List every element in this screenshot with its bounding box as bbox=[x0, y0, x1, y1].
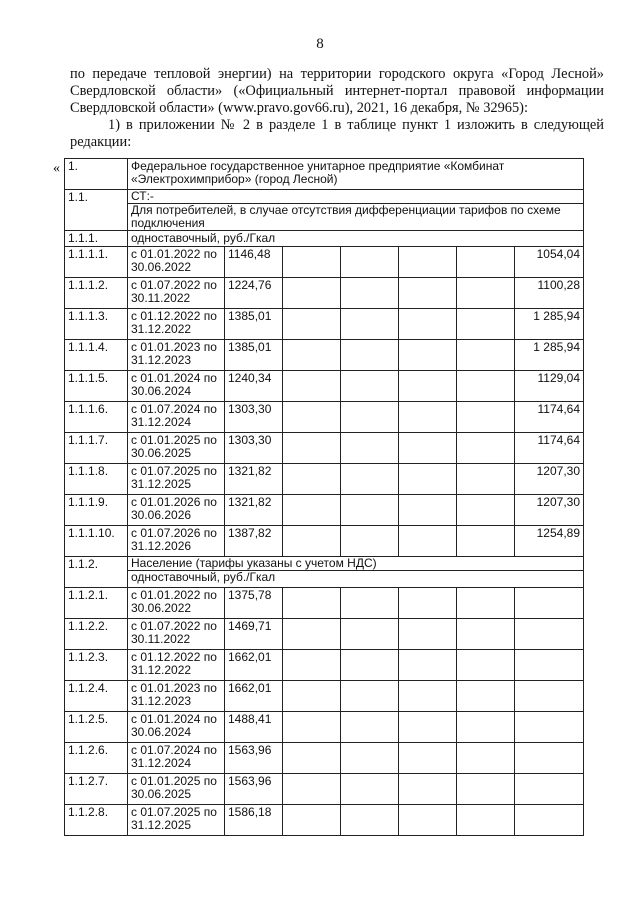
page-number: 8 bbox=[316, 36, 324, 52]
tariff-value: 1387,82 bbox=[225, 526, 283, 557]
empty-cell bbox=[457, 464, 515, 495]
period-cell: с 01.07.2026 по 31.12.2026 bbox=[128, 526, 225, 557]
row-number: 1.1.1.9. bbox=[65, 495, 128, 526]
table-row bbox=[65, 805, 584, 836]
tariff-value-last: 1254,89 bbox=[515, 526, 584, 557]
empty-cell bbox=[341, 619, 399, 650]
table-row bbox=[65, 159, 584, 190]
group-title-cell bbox=[128, 190, 584, 231]
empty-cell bbox=[283, 619, 341, 650]
empty-cell bbox=[341, 526, 399, 557]
organization-name: Федеральное государственное унитарное предприятие «Комбинат «Электрохимприбор» (город Лесной) bbox=[128, 159, 584, 190]
row-number: 1.1.2.6. bbox=[65, 743, 128, 774]
empty-cell bbox=[341, 712, 399, 743]
tariff-value: 1563,96 bbox=[225, 774, 283, 805]
row-number: 1.1.2.1. bbox=[65, 588, 128, 619]
intro-paragraph bbox=[70, 66, 604, 151]
tariff-value-last: 1 285,94 bbox=[515, 309, 584, 340]
group-subtitle: Для потребителей, в случае отсутствия дифференциации тарифов по схеме подключения bbox=[131, 203, 561, 230]
tariff-value: 1469,71 bbox=[225, 619, 283, 650]
row-number: 1.1.1.6. bbox=[65, 402, 128, 433]
empty-cell bbox=[399, 588, 457, 619]
empty-cell bbox=[283, 495, 341, 526]
empty-cell bbox=[399, 278, 457, 309]
row-number: 1.1.1.3. bbox=[65, 309, 128, 340]
intro-line: по передаче тепловой энергии) на территории городского округа «Город Лесной» bbox=[70, 66, 604, 82]
period-cell: с 01.01.2025 по 30.06.2025 bbox=[128, 774, 225, 805]
empty-cell bbox=[399, 309, 457, 340]
empty-cell bbox=[283, 247, 341, 278]
tariff-table bbox=[64, 158, 584, 836]
empty-cell bbox=[399, 712, 457, 743]
table-row bbox=[65, 231, 584, 247]
row-number: 1.1.1. bbox=[65, 231, 128, 247]
period-cell: с 01.07.2024 по 31.12.2024 bbox=[128, 402, 225, 433]
table-row bbox=[65, 774, 584, 805]
table-row bbox=[65, 309, 584, 340]
group-title-cell bbox=[128, 557, 584, 588]
empty-cell bbox=[457, 774, 515, 805]
empty-cell bbox=[283, 309, 341, 340]
row-number: 1.1.1.5. bbox=[65, 371, 128, 402]
table-row bbox=[65, 681, 584, 712]
empty-cell bbox=[283, 774, 341, 805]
empty-cell bbox=[341, 402, 399, 433]
empty-cell bbox=[341, 588, 399, 619]
empty-cell bbox=[341, 805, 399, 836]
table-row bbox=[65, 340, 584, 371]
empty-cell bbox=[515, 588, 584, 619]
empty-cell bbox=[283, 278, 341, 309]
group-subtitle: одноставочный, руб./Гкал bbox=[131, 570, 276, 584]
row-number: 1. bbox=[65, 159, 128, 190]
table-row bbox=[65, 712, 584, 743]
empty-cell bbox=[283, 433, 341, 464]
row-number: 1.1.2.4. bbox=[65, 681, 128, 712]
tariff-value: 1303,30 bbox=[225, 402, 283, 433]
row-number: 1.1.2.2. bbox=[65, 619, 128, 650]
empty-cell bbox=[515, 743, 584, 774]
empty-cell bbox=[399, 433, 457, 464]
empty-cell bbox=[399, 247, 457, 278]
tariff-value: 1375,78 bbox=[225, 588, 283, 619]
tariff-value-last: 1100,28 bbox=[515, 278, 584, 309]
period-cell: с 01.12.2022 по 31.12.2022 bbox=[128, 309, 225, 340]
intro-line: 1) в приложении № 2 в разделе 1 в таблице пункт 1 изложить в следующей bbox=[108, 117, 604, 133]
period-cell: с 01.07.2024 по 31.12.2024 bbox=[128, 743, 225, 774]
table-row bbox=[65, 278, 584, 309]
tariff-value: 1385,01 bbox=[225, 309, 283, 340]
empty-cell bbox=[457, 433, 515, 464]
tariff-value: 1240,34 bbox=[225, 371, 283, 402]
empty-cell bbox=[515, 681, 584, 712]
row-number: 1.1.1.2. bbox=[65, 278, 128, 309]
period-cell: с 01.01.2025 по 30.06.2025 bbox=[128, 433, 225, 464]
empty-cell bbox=[457, 247, 515, 278]
tariff-value-last: 1174,64 bbox=[515, 433, 584, 464]
empty-cell bbox=[283, 402, 341, 433]
table-row bbox=[65, 557, 584, 588]
period-cell: с 01.01.2022 по 30.06.2022 bbox=[128, 588, 225, 619]
tariff-value-last: 1054,04 bbox=[515, 247, 584, 278]
row-number: 1.1.1.7. bbox=[65, 433, 128, 464]
empty-cell bbox=[515, 712, 584, 743]
table-row bbox=[65, 371, 584, 402]
empty-cell bbox=[341, 309, 399, 340]
table-row bbox=[65, 495, 584, 526]
opening-quote: « bbox=[53, 161, 60, 176]
empty-cell bbox=[399, 743, 457, 774]
period-cell: с 01.01.2024 по 30.06.2024 bbox=[128, 371, 225, 402]
empty-cell bbox=[399, 650, 457, 681]
table-row bbox=[65, 190, 584, 231]
empty-cell bbox=[283, 340, 341, 371]
empty-cell bbox=[457, 743, 515, 774]
empty-cell bbox=[457, 340, 515, 371]
empty-cell bbox=[457, 526, 515, 557]
period-cell: с 01.07.2022 по 30.11.2022 bbox=[128, 619, 225, 650]
table-row bbox=[65, 743, 584, 774]
period-cell: с 01.01.2023 по 31.12.2023 bbox=[128, 681, 225, 712]
empty-cell bbox=[457, 402, 515, 433]
empty-cell bbox=[283, 588, 341, 619]
empty-cell bbox=[341, 681, 399, 712]
tariff-value-last: 1129,04 bbox=[515, 371, 584, 402]
tariff-value-last: 1 285,94 bbox=[515, 340, 584, 371]
empty-cell bbox=[283, 526, 341, 557]
empty-cell bbox=[341, 464, 399, 495]
empty-cell bbox=[341, 340, 399, 371]
row-number: 1.1.2.5. bbox=[65, 712, 128, 743]
tariff-value: 1662,01 bbox=[225, 650, 283, 681]
row-number: 1.1.2.3. bbox=[65, 650, 128, 681]
row-number: 1.1.2.8. bbox=[65, 805, 128, 836]
empty-cell bbox=[457, 619, 515, 650]
period-cell: с 01.01.2024 по 30.06.2024 bbox=[128, 712, 225, 743]
row-number: 1.1.2. bbox=[65, 557, 128, 588]
empty-cell bbox=[283, 371, 341, 402]
empty-cell bbox=[283, 650, 341, 681]
empty-cell bbox=[399, 619, 457, 650]
empty-cell bbox=[457, 278, 515, 309]
empty-cell bbox=[399, 681, 457, 712]
period-cell: с 01.07.2022 по 30.11.2022 bbox=[128, 278, 225, 309]
empty-cell bbox=[457, 805, 515, 836]
tariff-value-last: 1207,30 bbox=[515, 495, 584, 526]
empty-cell bbox=[341, 774, 399, 805]
empty-cell bbox=[399, 402, 457, 433]
empty-cell bbox=[515, 650, 584, 681]
table-row bbox=[65, 588, 584, 619]
empty-cell bbox=[399, 495, 457, 526]
tariff-value: 1385,01 bbox=[225, 340, 283, 371]
intro-line: Свердловской области» (www.pravo.gov66.ru), 2021, 16 декабря, № 32965): bbox=[70, 100, 528, 116]
row-number: 1.1.1.1. bbox=[65, 247, 128, 278]
period-cell: с 01.01.2023 по 31.12.2023 bbox=[128, 340, 225, 371]
row-number: 1.1.1.8. bbox=[65, 464, 128, 495]
empty-cell bbox=[283, 464, 341, 495]
empty-cell bbox=[399, 371, 457, 402]
tariff-value-last: 1207,30 bbox=[515, 464, 584, 495]
tariff-value: 1662,01 bbox=[225, 681, 283, 712]
period-cell: с 01.01.2026 по 30.06.2026 bbox=[128, 495, 225, 526]
empty-cell bbox=[341, 743, 399, 774]
tariff-value: 1563,96 bbox=[225, 743, 283, 774]
empty-cell bbox=[515, 619, 584, 650]
empty-cell bbox=[457, 495, 515, 526]
table-row bbox=[65, 526, 584, 557]
row-number: 1.1. bbox=[65, 190, 128, 231]
empty-cell bbox=[283, 805, 341, 836]
intro-line: Свердловской области» («Официальный интернет-портал правовой информации bbox=[70, 83, 604, 99]
empty-cell bbox=[341, 495, 399, 526]
table-row bbox=[65, 247, 584, 278]
table-row bbox=[65, 402, 584, 433]
empty-cell bbox=[341, 433, 399, 464]
empty-cell bbox=[457, 681, 515, 712]
empty-cell bbox=[341, 650, 399, 681]
row-number: 1.1.2.7. bbox=[65, 774, 128, 805]
empty-cell bbox=[457, 650, 515, 681]
empty-cell bbox=[457, 371, 515, 402]
table-row bbox=[65, 433, 584, 464]
period-cell: с 01.07.2025 по 31.12.2025 bbox=[128, 805, 225, 836]
group-title: Население (тарифы указаны с учетом НДС) bbox=[128, 557, 583, 571]
empty-cell bbox=[283, 681, 341, 712]
empty-cell bbox=[341, 371, 399, 402]
empty-cell bbox=[283, 743, 341, 774]
row-number: 1.1.1.4. bbox=[65, 340, 128, 371]
empty-cell bbox=[457, 588, 515, 619]
empty-cell bbox=[399, 464, 457, 495]
group-title: СТ:- bbox=[128, 190, 583, 204]
tariff-value-last: 1174,64 bbox=[515, 402, 584, 433]
row-number: 1.1.1.10. bbox=[65, 526, 128, 557]
empty-cell bbox=[283, 712, 341, 743]
empty-cell bbox=[515, 805, 584, 836]
period-cell: с 01.07.2025 по 31.12.2025 bbox=[128, 464, 225, 495]
empty-cell bbox=[457, 712, 515, 743]
empty-cell bbox=[399, 340, 457, 371]
empty-cell bbox=[399, 805, 457, 836]
tariff-value: 1488,41 bbox=[225, 712, 283, 743]
tariff-value: 1224,76 bbox=[225, 278, 283, 309]
empty-cell bbox=[341, 278, 399, 309]
tariff-value: 1586,18 bbox=[225, 805, 283, 836]
tariff-value: 1146,48 bbox=[225, 247, 283, 278]
tariff-value: 1321,82 bbox=[225, 464, 283, 495]
table-row bbox=[65, 464, 584, 495]
tariff-type: одноставочный, руб./Гкал bbox=[128, 231, 584, 247]
tariff-value: 1303,30 bbox=[225, 433, 283, 464]
intro-line: редакции: bbox=[70, 134, 132, 150]
empty-cell bbox=[399, 774, 457, 805]
table-row bbox=[65, 619, 584, 650]
period-cell: с 01.12.2022 по 31.12.2022 bbox=[128, 650, 225, 681]
empty-cell bbox=[399, 526, 457, 557]
empty-cell bbox=[515, 774, 584, 805]
empty-cell bbox=[341, 247, 399, 278]
period-cell: с 01.01.2022 по 30.06.2022 bbox=[128, 247, 225, 278]
empty-cell bbox=[457, 309, 515, 340]
table-row bbox=[65, 650, 584, 681]
tariff-value: 1321,82 bbox=[225, 495, 283, 526]
